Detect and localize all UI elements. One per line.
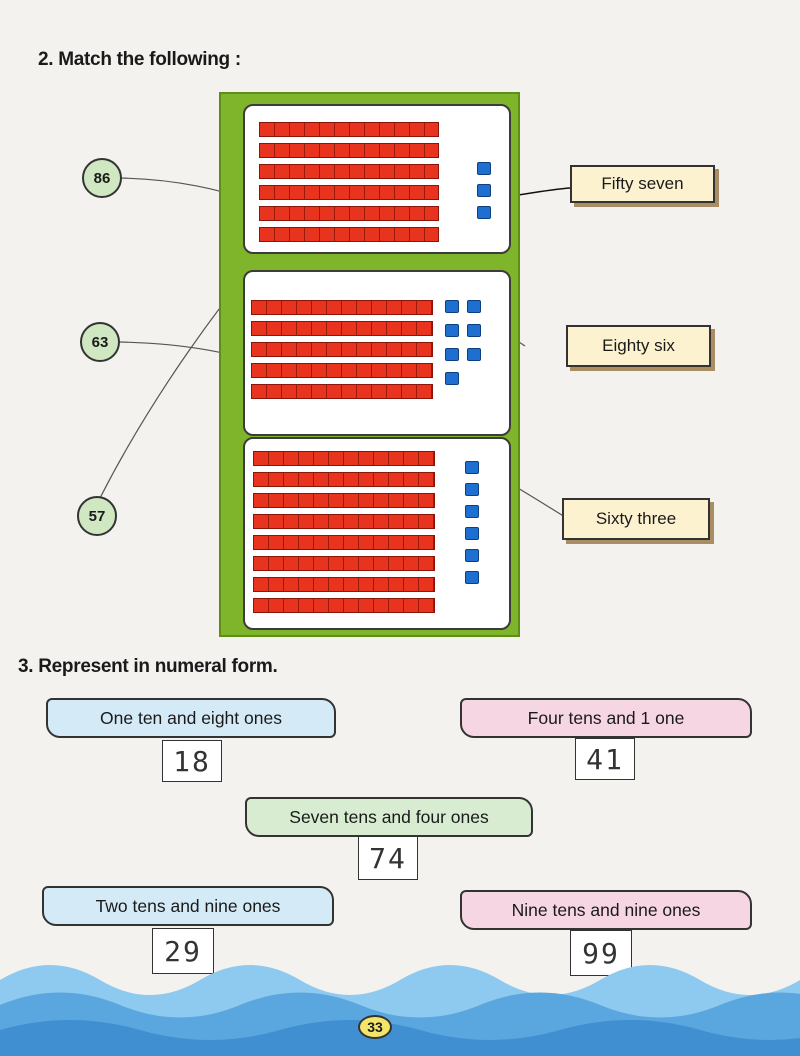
ten-rod — [259, 164, 439, 179]
blocks-box-bottom — [243, 437, 511, 630]
label-two-tens-nine-ones: Two tens and nine ones — [42, 886, 334, 926]
one-cube — [445, 372, 459, 385]
ten-rod — [251, 384, 433, 399]
number-circle-86: 86 — [82, 158, 122, 198]
number-circle-57: 57 — [77, 496, 117, 536]
one-cube — [477, 206, 491, 219]
one-cube — [467, 324, 481, 337]
one-cube — [465, 527, 479, 540]
match-heading: 2. Match the following : — [38, 49, 241, 70]
ten-rod — [259, 227, 439, 242]
ten-rod — [253, 493, 435, 508]
one-cube — [465, 505, 479, 518]
one-cube — [465, 549, 479, 562]
blocks-box-middle — [243, 270, 511, 436]
ten-rod — [253, 472, 435, 487]
ten-rod — [259, 185, 439, 200]
ten-rod — [253, 514, 435, 529]
word-box-fifty-seven: Fifty seven — [570, 165, 715, 203]
ten-rod — [251, 321, 433, 336]
one-cube — [445, 324, 459, 337]
one-cube — [467, 300, 481, 313]
number-circle-63: 63 — [80, 322, 120, 362]
answer-99[interactable]: 99 — [570, 930, 632, 976]
label-four-tens-one-one: Four tens and 1 one — [460, 698, 752, 738]
ten-rod — [251, 363, 433, 378]
one-cube — [465, 461, 479, 474]
block-panel — [219, 92, 520, 637]
ten-rod — [251, 300, 433, 315]
one-cube — [465, 483, 479, 496]
represent-heading: 3. Represent in numeral form. — [18, 656, 278, 677]
ten-rod — [251, 342, 433, 357]
ten-rod — [259, 143, 439, 158]
bottom-waves — [0, 940, 800, 1056]
label-seven-tens-four-ones: Seven tens and four ones — [245, 797, 533, 837]
label-nine-tens-nine-ones: Nine tens and nine ones — [460, 890, 752, 930]
answer-18[interactable]: 18 — [162, 740, 222, 782]
ten-rod — [253, 577, 435, 592]
ten-rod — [253, 535, 435, 550]
ten-rod — [253, 556, 435, 571]
word-box-sixty-three: Sixty three — [562, 498, 710, 540]
one-cube — [467, 348, 481, 361]
answer-41[interactable]: 41 — [575, 738, 635, 780]
ten-rod — [253, 451, 435, 466]
ten-rod — [253, 598, 435, 613]
one-cube — [477, 184, 491, 197]
blocks-box-top — [243, 104, 511, 254]
one-cube — [445, 348, 459, 361]
ten-rod — [259, 206, 439, 221]
one-cube — [477, 162, 491, 175]
answer-74[interactable]: 74 — [358, 836, 418, 880]
one-cube — [465, 571, 479, 584]
ten-rod — [259, 122, 439, 137]
one-cube — [445, 300, 459, 313]
answer-29[interactable]: 29 — [152, 928, 214, 974]
label-one-ten-eight-ones: One ten and eight ones — [46, 698, 336, 738]
page-number: 33 — [358, 1015, 392, 1039]
word-box-eighty-six: Eighty six — [566, 325, 711, 367]
